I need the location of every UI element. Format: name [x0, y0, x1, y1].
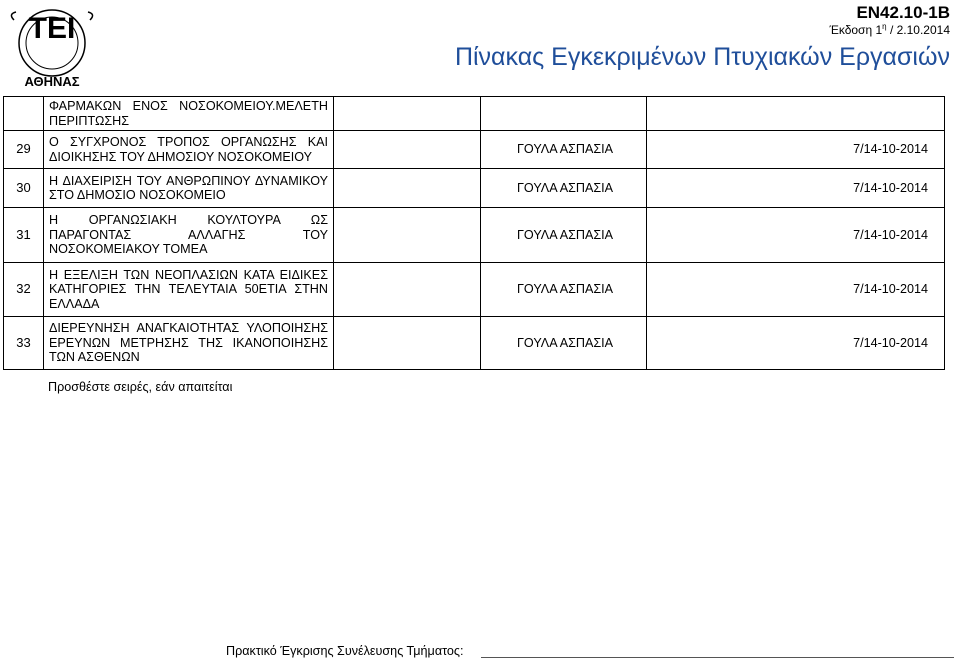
blank-cell: [334, 317, 481, 370]
document-code: EN42.10-1B: [856, 3, 950, 22]
supervisor: ΓΟΥΛΑ ΑΣΠΑΣΙΑ: [481, 131, 647, 169]
table-row: [4, 263, 945, 317]
thesis-title: Η ΟΡΓΑΝΩΣΙΑΚΗ ΚΟΥΛΤΟΥΡΑ ΩΣ ΠΑΡΑΓΟΝΤΑΣ ΑΛΛΑΓΗΣ ΤΟΥ ΝΟΣΟΚΟΜΕΙΑΚΟΥ ΤΟΜΕΑ: [44, 208, 334, 263]
row-number: 29: [4, 131, 44, 169]
approval-ref: 7/14-10-2014: [647, 169, 945, 208]
thesis-title: Η ΕΞΕΛΙΞΗ ΤΩΝ ΝΕΟΠΛΑΣΙΩΝ ΚΑΤΑ ΕΙΔΙΚΕΣ ΚΑΤΗΓΟΡΙΕΣ ΤΗΝ ΤΕΛΕΥΤΑΙΑ 50ΕΤΙΑ ΣΤΗΝ ΕΛΛΑΔΑ: [44, 263, 334, 317]
table-row: [4, 208, 945, 263]
tei-athens-logo: [6, 0, 96, 92]
add-rows-note: Προσθέστε σειρές, εάν απαιτείται: [48, 380, 233, 394]
row-number: 33: [4, 317, 44, 370]
blank-cell: [334, 169, 481, 208]
version-sup: η: [882, 22, 887, 31]
table-row: [4, 317, 945, 370]
thesis-title: Ο ΣΥΓΧΡΟΝΟΣ ΤΡΟΠΟΣ ΟΡΓΑΝΩΣΗΣ ΚΑΙ ΔΙΟΙΚΗΣΗΣ ΤΟΥ ΔΗΜΟΣΙΟΥ ΝΟΣΟΚΟΜΕΙΟΥ: [44, 131, 334, 169]
supervisor: ΓΟΥΛΑ ΑΣΠΑΣΙΑ: [481, 263, 647, 317]
row-number: 31: [4, 208, 44, 263]
approval-ref: 7/14-10-2014: [647, 317, 945, 370]
table-row: [4, 169, 945, 208]
blank-cell: [334, 208, 481, 263]
thesis-title: ΔΙΕΡΕΥΝΗΣΗ ΑΝΑΓΚΑΙΟΤΗΤΑΣ ΥΛΟΠΟΙΗΣΗΣ ΕΡΕΥΝΩΝ ΜΕΤΡΗΣΗΣ ΤΗΣ ΙΚΑΝΟΠΟΙΗΣΗΣ ΤΩΝ ΑΣΘΕΝΩΝ: [44, 317, 334, 370]
approval-ref: 7/14-10-2014: [647, 208, 945, 263]
thesis-title: ΦΑΡΜΑΚΩΝ ΕΝΟΣ ΝΟΣΟΚΟΜΕΙΟΥ.ΜΕΛΕΤΗ ΠΕΡΙΠΤΩΣΗΣ: [44, 97, 334, 131]
approval-ref: [647, 97, 945, 131]
row-number: 32: [4, 263, 44, 317]
version-prefix: Έκδοση 1: [829, 23, 883, 37]
approval-label: Πρακτικό Έγκρισης Συνέλευσης Τμήματος:: [226, 644, 464, 658]
theses-table: [3, 96, 945, 370]
page-title: Πίνακας Εγκεκριμένων Πτυχιακών Εργασιών: [454, 43, 950, 71]
table-row: [4, 131, 945, 169]
version-suffix: / 2.10.2014: [886, 23, 950, 37]
row-number: 30: [4, 169, 44, 208]
supervisor: ΓΟΥΛΑ ΑΣΠΑΣΙΑ: [481, 169, 647, 208]
signature-line: [481, 657, 954, 658]
row-number: [4, 97, 44, 131]
blank-cell: [334, 263, 481, 317]
approval-ref: 7/14-10-2014: [647, 263, 945, 317]
supervisor: ΓΟΥΛΑ ΑΣΠΑΣΙΑ: [481, 317, 647, 370]
supervisor: ΓΟΥΛΑ ΑΣΠΑΣΙΑ: [481, 208, 647, 263]
supervisor: [481, 97, 647, 131]
logo-text-top: ΤΕΙ: [28, 12, 76, 45]
logo-text-bottom: ΑΘΗΝΑΣ: [24, 74, 80, 89]
approval-ref: 7/14-10-2014: [647, 131, 945, 169]
blank-cell: [334, 97, 481, 131]
document-version: [829, 22, 950, 37]
table-row: [4, 97, 945, 131]
thesis-title: Η ΔΙΑΧΕΙΡΙΣΗ ΤΟΥ ΑΝΘΡΩΠΙΝΟΥ ΔΥΝΑΜΙΚΟΥ ΣΤΟ ΔΗΜΟΣΙΟ ΝΟΣΟΚΟΜΕΙΟ: [44, 169, 334, 208]
blank-cell: [334, 131, 481, 169]
